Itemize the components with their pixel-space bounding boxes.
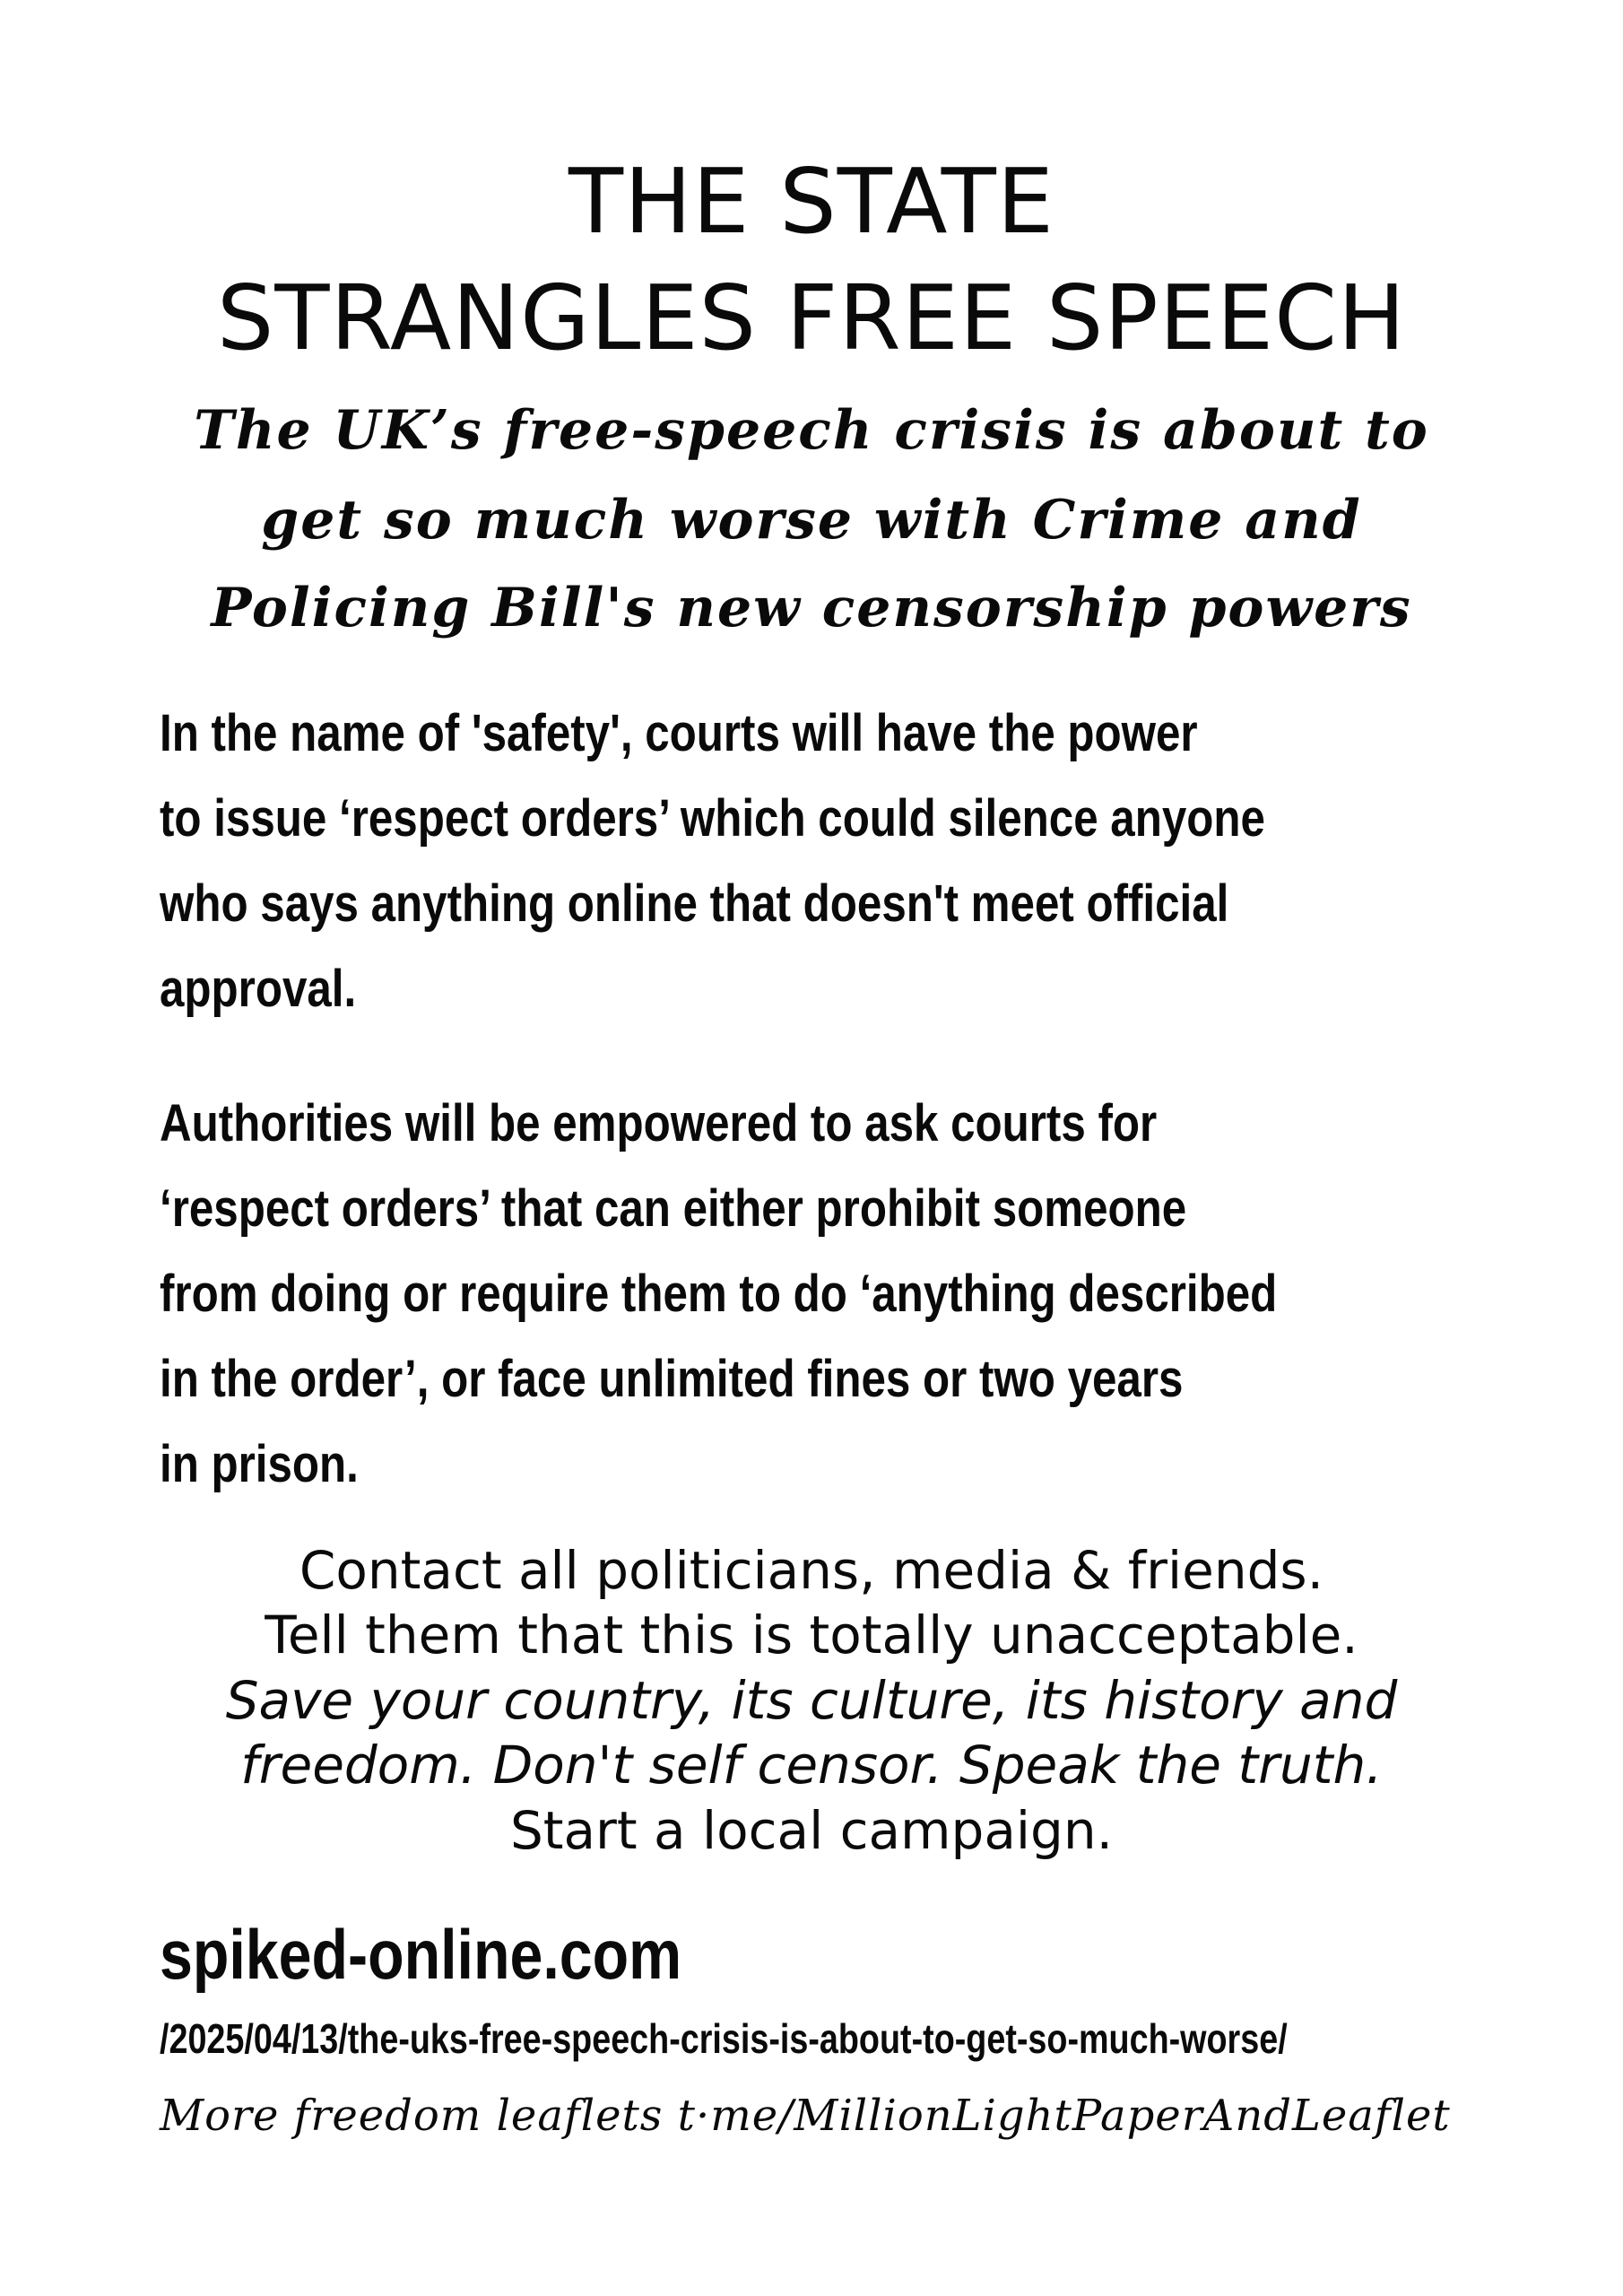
cta-line-5: Start a local campaign. (509, 1800, 1114, 1861)
footer-link-text: More freedom leaflets t·me/MillionLightPaperAndLeaflet (160, 2091, 1451, 2141)
subheadline-line-1: The UK’s free-speech crisis is about to (194, 399, 1429, 462)
subheadline-line-3: Policing Bill's new censorship powers (211, 577, 1412, 639)
subheadline-line-2: get so much worse with Crime and (261, 489, 1362, 552)
cta-line-4: freedom. Don't self censor. Speak the truth. (240, 1735, 1383, 1796)
body-paragraph-2 (160, 1081, 1349, 1507)
paragraph-line: from doing or require them to do ‘anything described (160, 1265, 1278, 1323)
cta-line-2: Tell them that this is totally unacceptable. (265, 1605, 1358, 1665)
source-path: /2025/04/13/the-uks-free-speech-crisis-is-about-to-get-so-much-worse/ (160, 2015, 1288, 2062)
cta-line-3: Save your country, its culture, its history and (225, 1670, 1398, 1731)
headline-line-2: STRANGLES FREE SPEECH (216, 265, 1407, 370)
cta-line-1: Contact all politicians, media & friends. (299, 1540, 1324, 1601)
paragraph-line: ‘respect orders’ that can either prohibit someone (160, 1179, 1187, 1238)
paragraph-line: approval. (160, 960, 357, 1018)
body-paragraph-1 (160, 691, 1349, 1031)
paragraph-line: who says anything online that doesn't meet official (160, 874, 1229, 933)
source-site: spiked-online.com (160, 1915, 682, 1994)
paragraph-line: in prison. (160, 1435, 359, 1493)
paragraph-line: to issue ‘respect orders’ which could silence anyone (160, 789, 1265, 848)
headline-line-1: THE STATE (568, 149, 1055, 254)
paragraph-line: Authorities will be empowered to ask courts for (160, 1094, 1158, 1152)
paragraph-line: In the name of 'safety', courts will have the power (160, 704, 1198, 762)
paragraph-line: in the order’, or face unlimited fines or two years (160, 1350, 1184, 1408)
